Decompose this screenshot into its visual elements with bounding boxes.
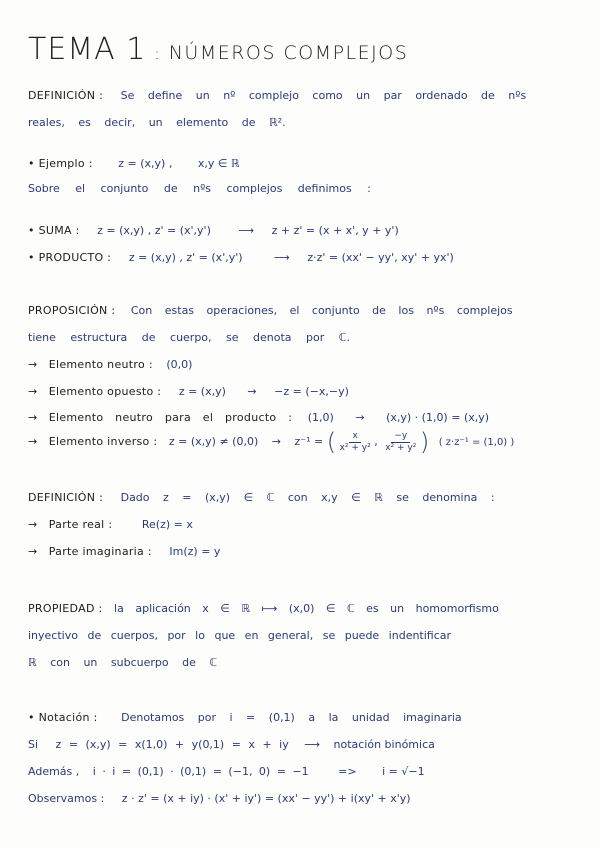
- title-main: TEMA 1: [28, 32, 147, 67]
- property-text-1: la aplicación x ∈ ℝ ⟼ (x,0) ∈ ℂ es un homomorfismo: [114, 602, 499, 615]
- real-part-expr: Re(z) = x: [141, 518, 193, 531]
- binomial-expr: z = (x,y) = x(1,0) + y(0,1) = x + iy: [55, 738, 289, 751]
- example-condition: x,y ∈ ℝ: [197, 157, 240, 170]
- ademas-result: i = √−1: [382, 765, 425, 778]
- definition2-line: [28, 491, 495, 504]
- ademas-line: [28, 765, 425, 778]
- notation-text: Denotamos por i = (0,1) a la unidad imaginaria: [121, 711, 462, 724]
- neutro-arrow: →: [28, 358, 38, 371]
- imag-part-line: [28, 545, 220, 558]
- opuesto-arrow-2: →: [247, 385, 257, 398]
- ademas-expr: i · i = (0,1) · (0,1) = (−1, 0) = −1: [92, 765, 309, 778]
- property-line-2: inyectivo de cuerpos, por lo que en general, se puede indentificar: [28, 629, 452, 642]
- proposition-text-1: Con estas operaciones, el conjunto de los nºs complejos: [130, 304, 513, 317]
- title-separator: :: [154, 44, 161, 63]
- neutro-line: [28, 358, 192, 371]
- inverso-fraction-1-num: x: [349, 431, 360, 443]
- inverso-fraction-2: [385, 431, 416, 454]
- inverso-fraction-2-den: x² + y²: [385, 442, 417, 453]
- binomial-arrow: ⟶: [304, 738, 320, 751]
- notation-label: • Notación :: [28, 711, 98, 724]
- inverso-fraction-1-den: x² + y²: [339, 442, 371, 453]
- neutro-producto-arrow: →: [28, 411, 38, 424]
- sobre-line: Sobre el conjunto de nºs complejos definimos :: [28, 182, 371, 195]
- neutro-producto-label: Elemento neutro para el producto :: [48, 411, 293, 424]
- property-line-3: ℝ con un subcuerpo de ℂ: [28, 656, 218, 669]
- suma-label: • SUMA :: [28, 224, 80, 237]
- real-part-arrow: →: [28, 518, 38, 531]
- suma-expr: z = (x,y) , z' = (x',y'): [97, 224, 211, 237]
- inverso-line: [28, 428, 514, 456]
- proposition-label: PROPOSICIÓN :: [28, 304, 116, 317]
- inverso-lhs: z⁻¹ =: [294, 435, 324, 448]
- imag-part-expr: Im(z) = y: [169, 545, 221, 558]
- imag-part-label: Parte imaginaria :: [48, 545, 152, 558]
- opuesto-arrow: →: [28, 385, 38, 398]
- ademas-arrow: =>: [338, 765, 357, 778]
- inverso-open-paren: (: [326, 428, 337, 456]
- suma-line: [28, 224, 399, 237]
- notation-line: [28, 711, 462, 724]
- neutro-producto-expr: (1,0): [307, 411, 334, 424]
- inverso-label: Elemento inverso :: [48, 435, 158, 448]
- binomial-line: [28, 738, 435, 751]
- inverso-comma: ,: [374, 435, 378, 448]
- neutro-expr: (0,0): [166, 358, 193, 371]
- definition-text-1: Se define un nº complejo como un par ordenado de nºs: [120, 89, 527, 102]
- opuesto-line: [28, 385, 349, 398]
- definition2-text: Dado z = (x,y) ∈ ℂ con x,y ∈ ℝ se denomina :: [120, 491, 495, 504]
- real-part-line: [28, 518, 193, 531]
- definition2-label: DEFINICIÓN :: [28, 491, 104, 504]
- title-rest: NÚMEROS COMPLEJOS: [168, 42, 409, 64]
- ademas-label: Además ,: [28, 765, 80, 778]
- inverso-arrow: →: [28, 435, 38, 448]
- producto-result: z·z' = (xx' − yy', xy' + yx'): [307, 251, 454, 264]
- opuesto-expr: z = (x,y): [178, 385, 226, 398]
- producto-arrow: ⟶: [274, 251, 290, 264]
- example-line: [28, 157, 240, 170]
- inverso-close-paren: ): [419, 428, 430, 456]
- property-label: PROPIEDAD :: [28, 602, 103, 615]
- property-line-1: [28, 602, 499, 615]
- neutro-label: Elemento neutro :: [48, 358, 153, 371]
- inverso-fraction-2-num: −y: [391, 431, 410, 443]
- producto-line: [28, 251, 454, 264]
- real-part-label: Parte real :: [48, 518, 113, 531]
- proposition-line-2: tiene estructura de cuerpo, se denota por ℂ.: [28, 331, 350, 344]
- definition-line-1: [28, 89, 526, 102]
- neutro-producto-line: [28, 411, 489, 424]
- observamos-expr: z · z' = (x + iy) · (x' + iy') = (xx' − yy') + i(xy' + x'y): [121, 792, 411, 805]
- producto-expr: z = (x,y) , z' = (x',y'): [128, 251, 243, 264]
- opuesto-label: Elemento opuesto :: [48, 385, 162, 398]
- inverso-expr: z = (x,y) ≠ (0,0): [168, 435, 259, 448]
- binomial-si: Si: [28, 738, 39, 751]
- inverso-arrow-2: →: [271, 435, 281, 448]
- inverso-fraction-1: [340, 431, 371, 454]
- example-expr: z = (x,y) ,: [118, 157, 173, 170]
- producto-label: • PRODUCTO :: [28, 251, 112, 264]
- page-title: [28, 32, 408, 67]
- observamos-label: Observamos :: [28, 792, 105, 805]
- neutro-producto-arrow-2: →: [355, 411, 365, 424]
- observamos-line: [28, 792, 411, 805]
- definition-label: DEFINICIÓN :: [28, 89, 104, 102]
- opuesto-result: −z = (−x,−y): [274, 385, 349, 398]
- proposition-line-1: [28, 304, 513, 317]
- definition-line-2: reales, es decir, un elemento de ℝ².: [28, 116, 286, 129]
- example-label: • Ejemplo :: [28, 157, 93, 170]
- suma-result: z + z' = (x + x', y + y'): [271, 224, 399, 237]
- inverso-check: ( z·z⁻¹ = (1,0) ): [438, 437, 515, 448]
- imag-part-arrow: →: [28, 545, 38, 558]
- binomial-text: notación binómica: [333, 738, 435, 751]
- neutro-producto-result: (x,y) · (1,0) = (x,y): [386, 411, 490, 424]
- suma-arrow: ⟶: [238, 224, 255, 237]
